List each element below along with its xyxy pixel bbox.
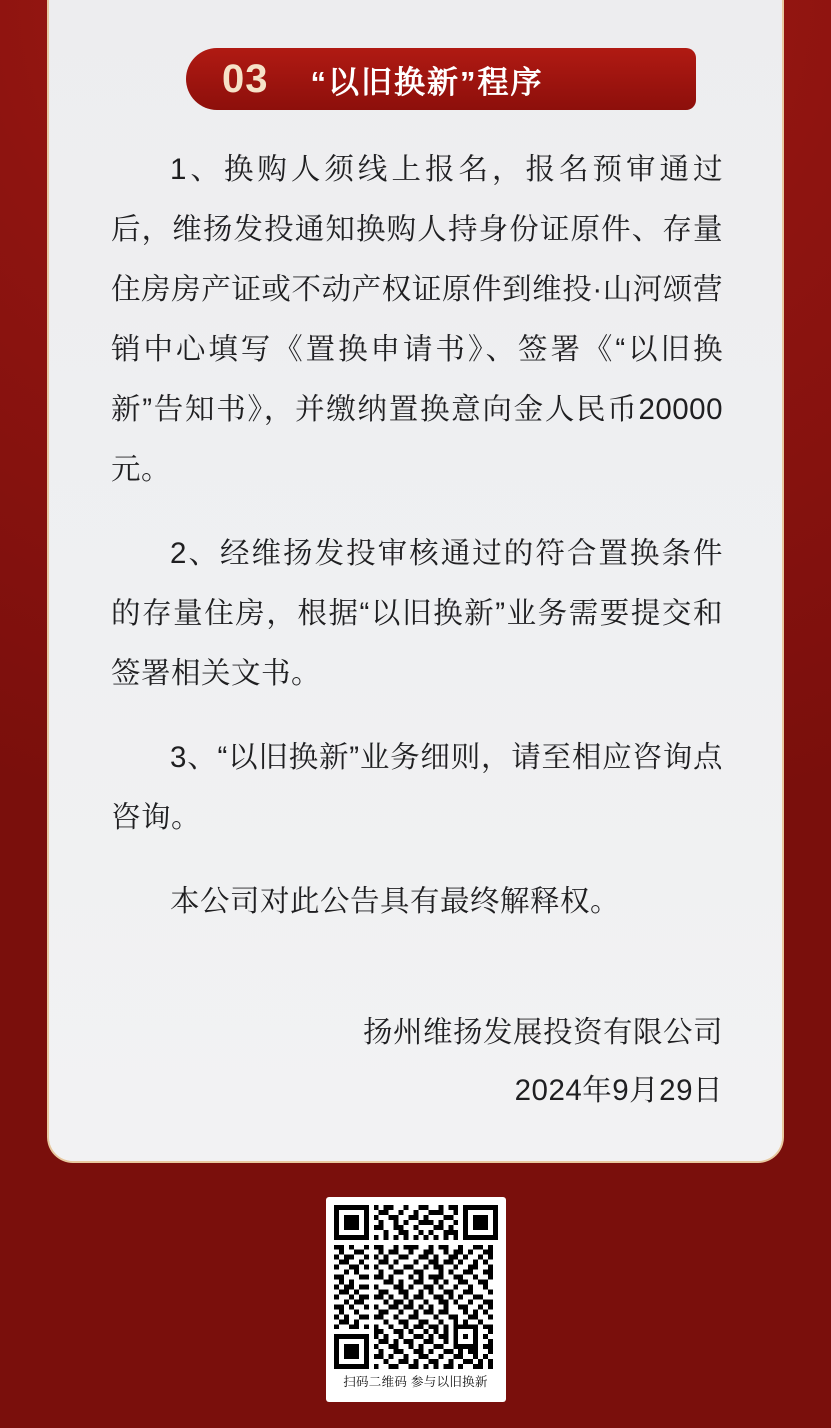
paragraph-2: 2、经维扬发投审核通过的符合置换条件的存量住房，根据“以旧换新”业务需要提交和签署相关文书。 — [111, 537, 723, 690]
section-number: 03 — [222, 57, 269, 101]
paragraph-3: 3、“以旧换新”业务细则，请至相应咨询点咨询。 — [111, 741, 723, 834]
announcement-card — [47, 0, 784, 1163]
qr-caption: 扫码二维码 参与以旧换新 — [343, 1375, 488, 1389]
qr-code-block[interactable] — [326, 1197, 506, 1402]
signature-date: 2024年9月29日 — [514, 1074, 723, 1107]
qr-code-icon — [334, 1205, 498, 1369]
section-banner — [186, 48, 696, 110]
paragraph-1: 1、换购人须线上报名，报名预审通过后，维扬发投通知换购人持身份证原件、存量住房房产证或不动产权证原件到维投·山河颂营销中心填写《置换申请书》、签署《“以旧换新”告知书》，并缴纳置换意向金人民币20000元。 — [111, 153, 723, 486]
paragraph-4: 本公司对此公告具有最终解释权。 — [170, 885, 621, 918]
signature-company: 扬州维扬发展投资有限公司 — [362, 1016, 723, 1049]
announcement-body — [49, 140, 784, 1120]
section-title: “以旧换新”程序 — [310, 64, 544, 100]
signature-block — [111, 1004, 723, 1120]
card-inner — [49, 0, 782, 1161]
